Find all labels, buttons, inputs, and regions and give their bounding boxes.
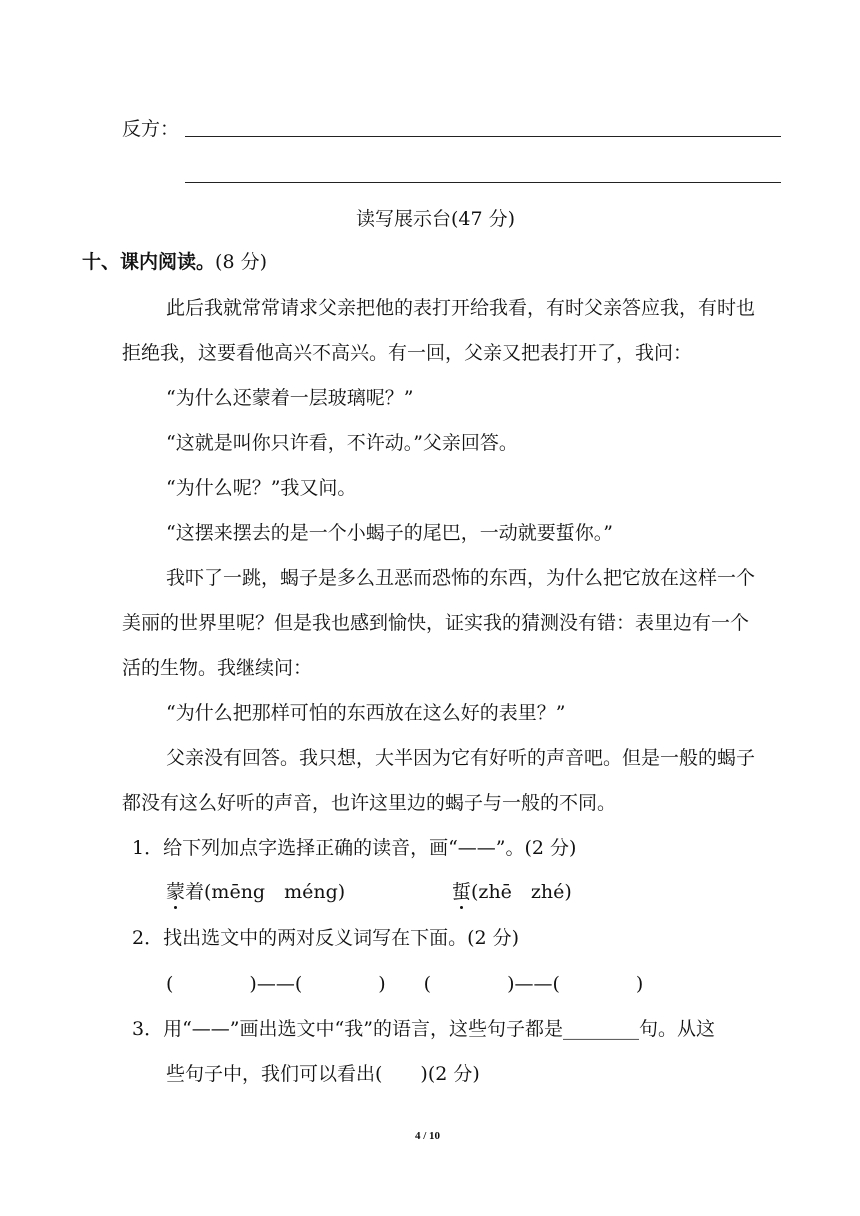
question-1-option-2 (452, 880, 572, 904)
passage-p2-line2: 美丽的世界里呢？但是我也感到愉快，证实我的猜测没有错：表里边有一个 (122, 612, 750, 634)
answer-line-1 (185, 136, 781, 137)
passage-p1-line2: 拒绝我，这要看他高兴不高兴。有一回，父亲又把表打开了，我问： (122, 342, 693, 364)
option-2-pinyin: (zhē zhé) (471, 881, 572, 903)
dotted-char-zhe: 蜇 (452, 881, 472, 903)
part10-number: 十、 (82, 251, 121, 273)
question-3 (132, 1017, 715, 1041)
passage-dialogue-1: “为什么还蒙着一层玻璃呢？” (166, 387, 414, 409)
question-1-number: 1． (132, 837, 164, 859)
passage-dialogue-4: “这摆来摆去的是一个小蝎子的尾巴，一动就要蜇你。” (166, 522, 613, 544)
question-1-text: 给下列加点字选择正确的读音，画“——”。(2 分) (163, 837, 577, 859)
passage-p3-line1: 父亲没有回答。我只想，大半因为它有好听的声音吧。但是一般的蝎子 (166, 747, 756, 769)
dotted-char-meng: 蒙 (166, 881, 186, 903)
passage-dialogue-5: “为什么把那样可怕的东西放在这么好的表里？” (166, 702, 566, 724)
answer-line-2 (185, 182, 781, 183)
option-1-pinyin: 着(mēng méng) (185, 881, 346, 903)
passage-p3-line2: 都没有这么好听的声音，也许这里边的蝎子与一般的不同。 (122, 792, 617, 814)
passage-p2-line1: 我吓了一跳，蝎子是多么丑恶而恐怖的东西，为什么把它放在这样一个 (166, 567, 756, 589)
section-title: 读写展示台(47 分) (356, 208, 516, 230)
passage-dialogue-2: “这就是叫你只许看，不许动。”父亲回答。 (166, 432, 518, 454)
question-2 (132, 926, 519, 950)
fanfang-label: 反方： (122, 118, 180, 140)
question-2-text: 找出选文中的两对反义词写在下面。(2 分) (163, 927, 520, 949)
question-2-number: 2． (132, 927, 164, 949)
part10-score: (8 分) (215, 251, 267, 273)
part10-heading-text: 课内阅读。 (120, 251, 216, 273)
passage-p1-line1: 此后我就常常请求父亲把他的表打开给我看，有时父亲答应我，有时也 (166, 297, 756, 319)
question-3-line1: 用“——”画出选文中“我”的语言，这些句子都是________句。从这 (163, 1018, 715, 1040)
question-1-option-1 (166, 880, 345, 904)
question-3-number: 3． (132, 1018, 164, 1040)
page-number: 4 / 10 (415, 1130, 441, 1142)
question-3-line2: 些句子中，我们可以看出( )(2 分) (166, 1063, 480, 1085)
question-2-answer-blanks: ( )——( ) ( )——( ) (166, 973, 644, 995)
passage-dialogue-3: “为什么呢？”我又问。 (166, 477, 357, 499)
part10-heading (82, 250, 267, 274)
question-1 (132, 836, 576, 860)
passage-p2-line3: 活的生物。我继续问： (122, 657, 313, 679)
